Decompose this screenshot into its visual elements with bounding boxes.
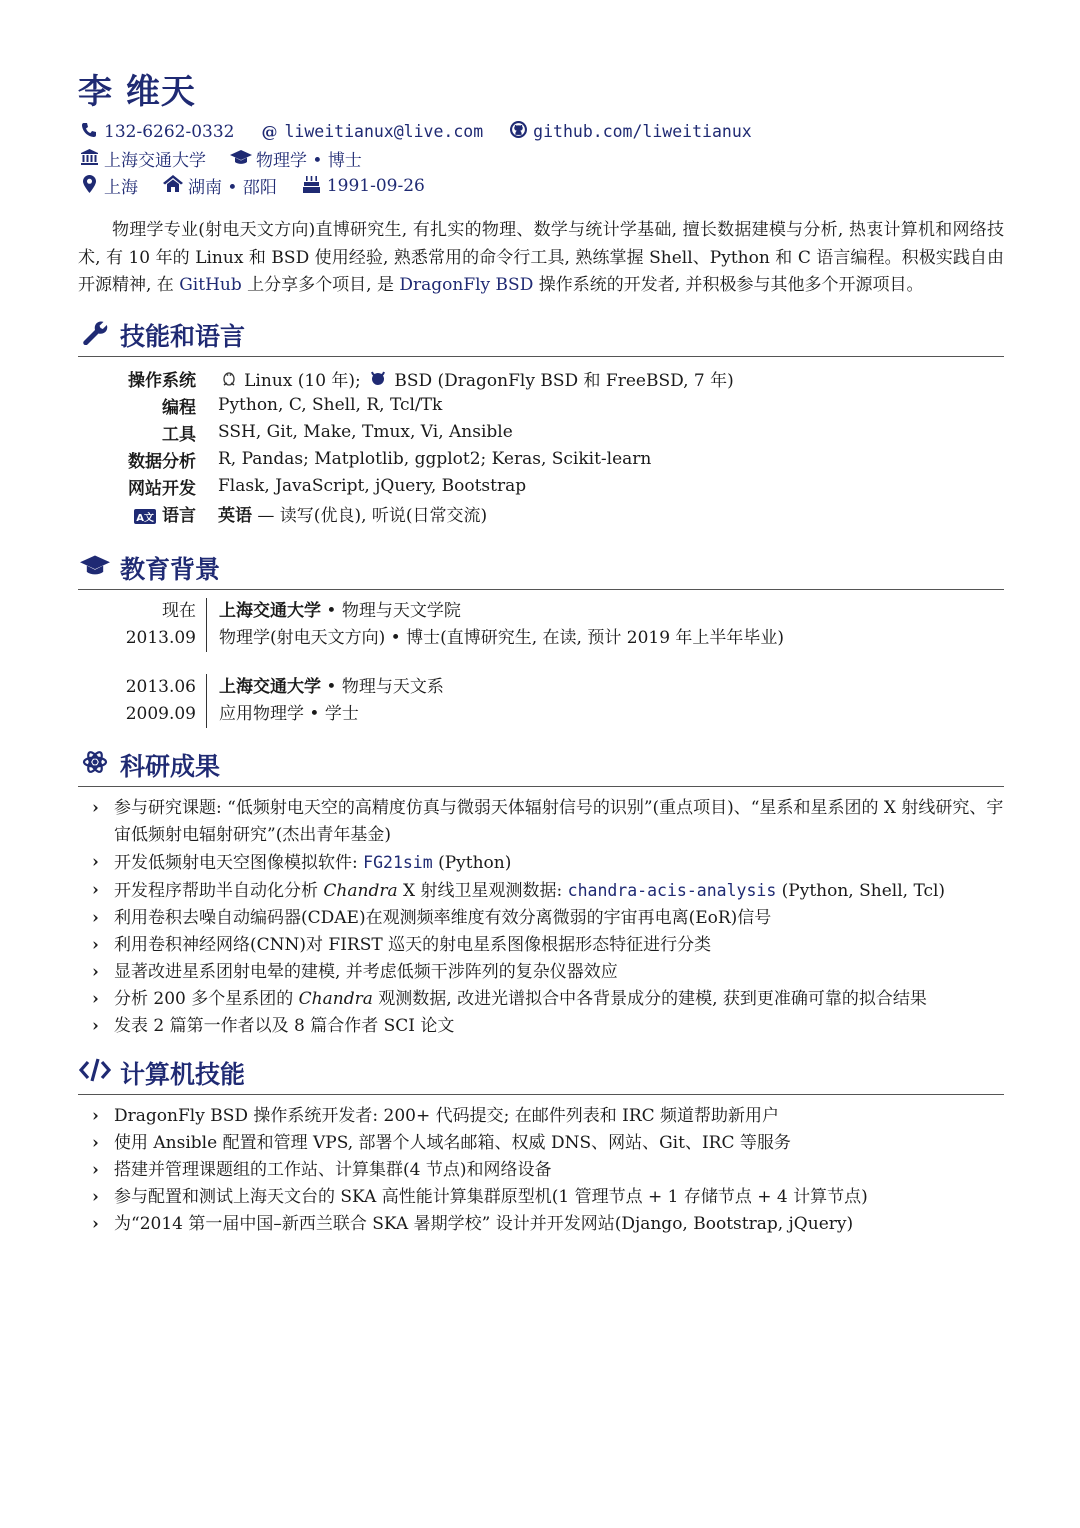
chevron-right-icon: › [92, 988, 99, 1009]
research-item-text: 利用卷积去噪自动编码器(CDAE)在观测频率维度有效分离微弱的宇宙再电离(EoR)信号 [114, 907, 772, 928]
list-item [78, 1130, 1004, 1157]
computer-divider [78, 1094, 1004, 1095]
contact-row-1 [78, 118, 1004, 145]
computer-section-title [78, 1054, 1004, 1092]
education-entry [78, 598, 1004, 652]
skill-language-label: 语言 [162, 505, 196, 526]
research-item-text: 开发程序帮助半自动化分析 [114, 880, 324, 901]
school-dept: • 物理与天文系 [321, 676, 444, 697]
skill-label: 工具 [162, 424, 196, 445]
education-list [78, 598, 1004, 728]
graduation-cap-icon [78, 554, 112, 582]
university-icon [78, 149, 100, 169]
skill-row-data-analysis [78, 446, 1004, 473]
computer-title-text: 计算机技能 [120, 1059, 246, 1089]
research-item-text: 参与研究课题: “低频射电天空的高精度仿真与微弱天体辐射信号的识别”(重点项目)、“星系和星系团的 X 射线研究、宇宙低频射电辐射研究”(杰出青年基金) [114, 797, 1004, 845]
education-detail: 应用物理学 • 学士 [219, 703, 359, 724]
skill-label: 数据分析 [128, 451, 196, 472]
computer-item-text: 参与配置和测试上海天文台的 SKA 高性能计算集群原型机(1 管理节点 + 1 存储节点 + 4 计算节点) [114, 1186, 868, 1207]
education-school-line [219, 598, 784, 625]
skill-os-bsd: BSD (DragonFly BSD 和 FreeBSD, 7 年) [394, 370, 734, 391]
skill-row-programming [78, 392, 1004, 419]
linux-icon [222, 375, 240, 390]
degree-text: 物理学 • 博士 [256, 151, 362, 171]
code-icon [78, 1058, 112, 1088]
education-entry [78, 674, 1004, 728]
list-item [78, 795, 1004, 849]
hometown-text: 湖南 • 邵阳 [188, 178, 277, 198]
phone-item [78, 122, 234, 142]
wrench-icon [78, 319, 112, 351]
chevron-right-icon: › [92, 797, 99, 818]
education-dates [78, 674, 207, 728]
at-icon: @ [261, 122, 278, 141]
summary-part1: 物理学专业(射电天文方向)直博研究生, 有扎实的物理、数学与统计学基础, 擅长数据建模与分析, 热衷计算机和网络技术, 有 10 年的 Linux 和 BSD 使用经验, 熟悉常用的命令行工具, 熟练掌握 Shell、Python 和 C 语言编程。积极实践自由开源精神, 在 [78, 220, 1004, 295]
skills-title-text: 技能和语言 [120, 321, 246, 351]
school-name: 上海交通大学 [219, 676, 321, 697]
computer-item-text: DragonFly BSD 操作系统开发者: 200+ 代码提交; 在邮件列表和 IRC 频道帮助新用户 [114, 1105, 780, 1126]
resume-page [78, 70, 1004, 1238]
email-item[interactable] [258, 122, 483, 141]
summary-link-github[interactable]: GitHub [179, 275, 242, 295]
research-item-text: 观测数据, 改进光谱拟合中各背景成分的建模, 获到更准确可靠的拟合结果 [372, 988, 927, 1009]
phone-icon [78, 122, 100, 142]
date-end: 2013.06 [125, 676, 196, 697]
list-item [78, 932, 1004, 959]
research-list [78, 795, 1004, 1040]
city-item [78, 173, 138, 198]
contact-row-2 [78, 145, 1004, 172]
date-end: 现在 [162, 600, 196, 621]
chevron-right-icon: › [92, 934, 99, 955]
chevron-right-icon: › [92, 879, 99, 900]
summary-part3: 操作系统的开发者, 并积极参与其他多个开源项目。 [533, 275, 924, 295]
chevron-right-icon: › [92, 961, 99, 982]
skill-language-detail: — 读写(优良), 听说(日常交流) [252, 505, 488, 526]
research-item-text: (Python) [432, 852, 512, 873]
github-item[interactable] [507, 121, 752, 142]
skill-row-tools [78, 419, 1004, 446]
skill-value: R, Pandas; Matplotlib, ggplot2; Keras, Scikit-learn [218, 449, 652, 469]
computer-item-text: 为“2014 第一届中国–新西兰联合 SKA 暑期学校” 设计并开发网站(Django, Bootstrap, jQuery) [114, 1213, 854, 1234]
research-item-text: 显著改进星系团射电晕的建模, 并考虑低频干涉阵列的复杂仪器效应 [114, 961, 618, 982]
skill-language-english: 英语 [218, 505, 252, 526]
summary-part2: 上分享多个项目, 是 [241, 275, 400, 295]
research-item-text: 开发低频射电天空图像模拟软件: [114, 852, 364, 873]
date-start: 2013.09 [125, 627, 196, 648]
education-section-title [78, 549, 1004, 587]
date-start: 2009.09 [125, 703, 196, 724]
chevron-right-icon: › [92, 1159, 99, 1180]
skill-label: 网站开发 [128, 478, 196, 499]
project-link-chandra[interactable]: chandra-acis-analysis [567, 880, 777, 900]
skill-label [78, 501, 218, 526]
summary-link-dragonfly[interactable]: DragonFly BSD [399, 275, 534, 295]
chevron-right-icon: › [92, 907, 99, 928]
skill-label: 操作系统 [128, 370, 196, 391]
computer-list [78, 1103, 1004, 1238]
github-link[interactable]: github.com/liweitianux [533, 122, 752, 141]
list-item [78, 1211, 1004, 1238]
university-item [78, 146, 206, 171]
candidate-name: 李 维天 [78, 72, 196, 112]
chevron-right-icon: › [92, 851, 99, 872]
education-school-line [219, 674, 444, 701]
skill-label: 编程 [162, 397, 196, 418]
skill-value: SSH, Git, Make, Tmux, Vi, Ansible [218, 422, 513, 442]
skill-row-language [78, 500, 1004, 527]
list-item [78, 1184, 1004, 1211]
skill-value [218, 501, 1004, 526]
list-item [78, 849, 1004, 877]
education-detail: 物理学(射电天文方向) • 博士(直博研究生, 在读, 预计 2019 年上半年毕业) [219, 627, 785, 648]
phone-number: 132-6262-0332 [104, 121, 235, 142]
research-item-emphasis: Chandra [298, 988, 373, 1009]
research-item-emphasis: Chandra [323, 880, 398, 901]
chevron-right-icon: › [92, 1213, 99, 1234]
computer-item-text: 使用 Ansible 配置和管理 VPS, 部署个人域名邮箱、权威 DNS、网站、Git、IRC 等服务 [114, 1132, 791, 1153]
github-icon [507, 121, 529, 142]
list-item [78, 905, 1004, 932]
research-title-text: 科研成果 [120, 751, 221, 781]
education-body [207, 674, 444, 728]
graduation-cap-icon [230, 149, 252, 169]
list-item [78, 877, 1004, 905]
hometown-item [162, 173, 277, 198]
school-name: 上海交通大学 [219, 600, 321, 621]
language-icon: A文 [134, 509, 156, 524]
chevron-right-icon: › [92, 1186, 99, 1207]
skill-value: Python, C, Shell, R, Tcl/Tk [218, 395, 443, 415]
birthday-text: 1991-09-26 [326, 175, 425, 196]
list-item [78, 959, 1004, 986]
list-item [78, 1157, 1004, 1184]
research-item-text: (Python, Shell, Tcl) [776, 880, 946, 901]
home-icon [162, 175, 184, 196]
skill-row-web-dev [78, 473, 1004, 500]
research-divider [78, 786, 1004, 787]
bsd-icon [370, 375, 390, 390]
contact-row-3 [78, 172, 1004, 199]
skill-row-os [78, 365, 1004, 392]
research-item-text: 利用卷积神经网络(CNN)对 FIRST 巡天的射电星系图像根据形态特征进行分类 [114, 934, 712, 955]
summary-paragraph [78, 217, 1004, 300]
computer-item-text: 搭建并管理课题组的工作站、计算集群(4 节点)和网络设备 [114, 1159, 552, 1180]
skill-os-linux: Linux (10 年); [244, 370, 361, 391]
education-divider [78, 589, 1004, 590]
education-body [207, 598, 784, 652]
list-item [78, 1013, 1004, 1040]
skills-divider [78, 356, 1004, 357]
university-text: 上海交通大学 [104, 151, 206, 171]
map-marker-icon [78, 175, 100, 197]
school-dept: • 物理与天文学院 [321, 600, 461, 621]
email-link[interactable]: liweitianux@live.com [284, 122, 484, 141]
skills-section-title [78, 316, 1004, 354]
list-item [78, 986, 1004, 1013]
city-text: 上海 [104, 178, 138, 198]
research-item-text: X 射线卫星观测数据: [397, 880, 568, 901]
birthday-item [301, 175, 425, 197]
atom-icon [78, 749, 112, 781]
project-link-fg21sim[interactable]: FG21sim [363, 852, 433, 872]
skill-value [218, 366, 1004, 391]
research-item-text: 分析 200 多个星系团的 [114, 988, 299, 1009]
chevron-right-icon: › [92, 1015, 99, 1036]
education-title-text: 教育背景 [120, 554, 221, 584]
skill-value: Flask, JavaScript, jQuery, Bootstrap [218, 476, 527, 496]
skills-table [78, 365, 1004, 527]
chevron-right-icon: › [92, 1105, 99, 1126]
degree-item [230, 146, 362, 171]
birthday-cake-icon [301, 175, 323, 197]
research-section-title [78, 746, 1004, 784]
list-item [78, 1103, 1004, 1130]
research-item-text: 发表 2 篇第一作者以及 8 篇合作者 SCI 论文 [114, 1015, 455, 1036]
chevron-right-icon: › [92, 1132, 99, 1153]
education-dates [78, 598, 207, 652]
